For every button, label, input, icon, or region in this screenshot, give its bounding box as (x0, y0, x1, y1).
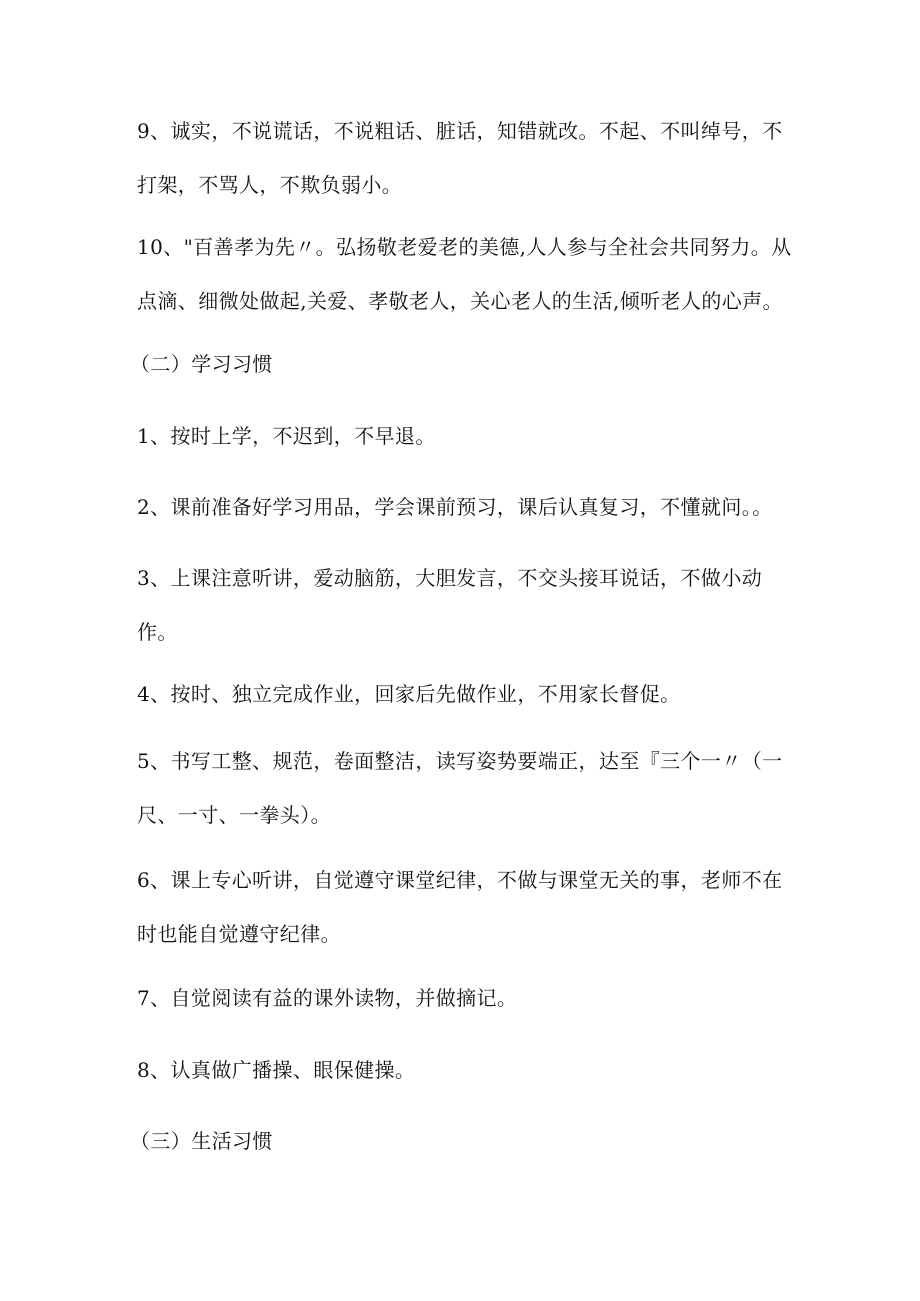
text-line: 8、认真做广播操、眼保健操。 (137, 1058, 416, 1082)
text-line: 尺、一寸、一拳头）。 (137, 803, 331, 827)
paragraph-item-9 (137, 104, 787, 212)
paragraph-item-2 (137, 480, 787, 534)
section-heading-life-habits (130, 1114, 780, 1168)
paragraph-item-8 (137, 1043, 787, 1097)
paragraph-item-1 (137, 409, 787, 463)
text-line: 打架，不骂人，不欺负弱小。 (137, 173, 403, 197)
text-line: 10、"百善孝为先〃。弘扬敬老爱老的美德,人人参与全社会共同努力。从 (137, 235, 792, 259)
paragraph-item-7 (137, 971, 787, 1025)
text-line: 7、自觉阅读有益的课外读物，并做摘记。 (137, 986, 518, 1010)
section-heading-study-habits (130, 337, 780, 391)
heading-text: （三）生活习惯 (130, 1129, 273, 1153)
paragraph-item-6 (137, 853, 787, 961)
text-line: 1、按时上学，不迟到，不早退。 (137, 424, 436, 448)
text-line: 3、上课注意听讲，爱动脑筋，大胆发言，不交头接耳说话，不做小动 (137, 566, 763, 590)
text-line: 时也能自觉遵守纪律。 (137, 922, 341, 946)
text-line: 4、按时、独立完成作业，回家后先做作业，不用家长督促。 (137, 682, 681, 706)
text-line: 9、诚实，不说谎话，不说粗话、脏话，知错就改。不起、不叫绰号，不 (137, 119, 783, 143)
text-line: 作。 (137, 620, 178, 644)
text-line: 5、书写工整、规范，卷面整洁，读写姿势要端正，达至『三个一〃（一 (137, 749, 783, 773)
text-line: 点滴、细微处做起,关爱、孝敬老人，关心老人的生活,倾听老人的心声。 (137, 289, 783, 313)
paragraph-item-10 (137, 220, 792, 328)
text-line: 6、课上专心听讲，自觉遵守课堂纪律，不做与课堂无关的事，老师不在 (137, 868, 783, 892)
paragraph-item-5 (137, 734, 787, 842)
text-line: 2、课前准备好学习用品，学会课前预习，课后认真复习，不懂就问。。 (137, 495, 773, 519)
paragraph-item-4 (137, 667, 787, 721)
paragraph-item-3 (137, 551, 787, 659)
heading-text: （二）学习习惯 (130, 352, 273, 376)
